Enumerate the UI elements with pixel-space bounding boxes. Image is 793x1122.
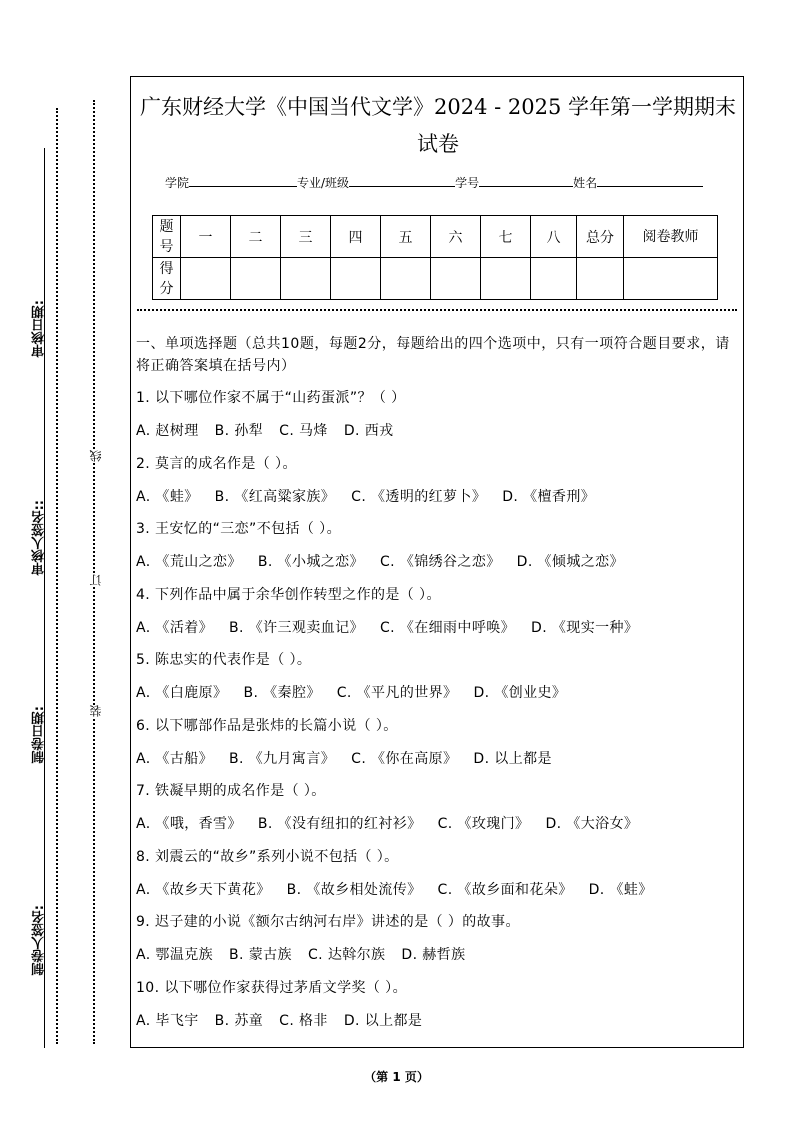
review-date-label: 审核日期: <box>32 300 47 358</box>
option: D. 西戎 <box>343 423 394 439</box>
option: D. 《蛙》 <box>588 881 653 898</box>
id-label: 学号 <box>455 176 480 190</box>
option: C. 《透明的红萝卜》 <box>351 488 487 505</box>
question-stem: 3. 王安忆的“三恋”不包括（ ）。 <box>136 521 341 537</box>
row-label-cell: 得分 <box>153 258 181 300</box>
col-header: 五 <box>381 216 431 258</box>
option: C. 《玫瑰门》 <box>437 816 530 832</box>
option: C. 达斡尔族 <box>307 947 386 963</box>
option: B. 《故乡相处流传》 <box>286 881 422 898</box>
section-heading: 一、单项选择题（总共10题，每题2分，每题给出的四个选项中，只有一项符合题目要求，请将正确答案填在括号内） <box>136 336 730 374</box>
option: B. 《秦腔》 <box>243 685 321 701</box>
option: B. 《小城之恋》 <box>257 554 364 570</box>
college-label: 学院 <box>165 176 190 190</box>
question-stem: 9. 迟子建的小说《额尔古纳河右岸》讲述的是（ ）的故事。 <box>136 914 520 930</box>
option: C. 《故乡面和花朵》 <box>437 881 573 898</box>
option: D. 《创业史》 <box>473 685 567 701</box>
question-options <box>136 1010 438 1030</box>
option: A. 《活着》 <box>136 619 214 636</box>
student-info <box>165 174 703 191</box>
option: A. 《古船》 <box>136 750 214 767</box>
option: A. 《故乡天下黄花》 <box>136 881 271 898</box>
option: A. 毕飞宇 <box>136 1012 199 1029</box>
option: C. 《锦绣谷之恋》 <box>379 554 501 570</box>
question-stem: 4. 下列作品中属于余华创作转型之作的是（ ）。 <box>136 586 441 603</box>
question-options <box>136 944 482 964</box>
score-cell[interactable] <box>231 258 281 300</box>
option: A. 《白鹿原》 <box>136 685 228 701</box>
major-field[interactable] <box>349 174 455 187</box>
score-cell[interactable] <box>624 258 718 300</box>
option: B. 《红高粱家族》 <box>214 488 336 505</box>
bind-char-install: 装 <box>89 705 103 717</box>
option: D. 以上都是 <box>473 750 552 767</box>
score-cell[interactable] <box>381 258 431 300</box>
question-stem: 2. 莫言的成名作是（ ）。 <box>136 455 297 472</box>
name-label: 姓名 <box>573 176 598 190</box>
score-cell[interactable] <box>577 258 624 300</box>
header-first-cell: 题号 <box>153 216 181 258</box>
score-cell[interactable] <box>481 258 531 300</box>
option: D. 《倾城之恋》 <box>516 554 624 570</box>
option: D. 《大浴女》 <box>545 816 639 832</box>
option: A. 《蛙》 <box>136 488 199 505</box>
option: D. 赫哲族 <box>401 947 466 963</box>
col-header: 六 <box>431 216 481 258</box>
option: B. 《九月寓言》 <box>229 750 336 767</box>
col-header: 七 <box>481 216 531 258</box>
score-cell[interactable] <box>431 258 481 300</box>
option: A. 鄂温克族 <box>136 947 214 963</box>
question-stem: 7. 铁凝早期的成名作是（ ）。 <box>136 783 326 799</box>
question-options <box>136 420 410 440</box>
option: D. 《现实一种》 <box>531 619 639 636</box>
option: C. 《你在高原》 <box>351 750 458 767</box>
reviewer-sign-label: 审核人签名:: <box>32 500 47 576</box>
option: A. 《荒山之恋》 <box>136 554 242 570</box>
col-header: 一 <box>181 216 231 258</box>
option: C. 《平凡的世界》 <box>336 685 458 701</box>
question-options <box>136 879 669 899</box>
question-options <box>136 617 654 637</box>
score-cell[interactable] <box>331 258 381 300</box>
option: B. 苏童 <box>214 1012 264 1029</box>
bind-char-line: 线 <box>89 450 103 462</box>
student-id-field[interactable] <box>479 174 573 187</box>
option: A. 赵树理 <box>136 423 199 439</box>
make-date-label: 制卷日期: <box>32 706 47 764</box>
question-options <box>136 748 568 768</box>
question-options <box>136 486 611 506</box>
col-header: 总分 <box>577 216 624 258</box>
option: B. 《许三观卖血记》 <box>229 619 364 636</box>
question-options <box>136 551 640 571</box>
question-stem: 1. 以下哪位作家不属于“山药蛋派”？（ ） <box>136 390 406 406</box>
dotted-separator <box>137 309 737 311</box>
exam-frame <box>130 76 744 1048</box>
question-stem: 8. 刘震云的“故乡”系列小说不包括（ ）。 <box>136 848 399 865</box>
college-field[interactable] <box>189 174 297 187</box>
name-field[interactable] <box>597 174 703 187</box>
option: B. 蒙古族 <box>229 947 292 963</box>
question-stem: 6. 以下哪部作品是张炜的长篇小说（ ）。 <box>136 717 398 734</box>
option: D. 《檀香刑》 <box>502 488 596 505</box>
col-header: 八 <box>531 216 577 258</box>
option: C. 《在细雨中呼唤》 <box>379 619 516 636</box>
col-header: 阅卷教师 <box>624 216 718 258</box>
score-cell[interactable] <box>531 258 577 300</box>
score-table <box>152 215 718 300</box>
major-label: 专业/班级 <box>297 176 350 190</box>
question-stem: 10. 以下哪位作家获得过茅盾文学奖（ ）。 <box>136 979 407 996</box>
score-value-row <box>153 258 718 300</box>
score-header-row <box>153 216 718 258</box>
question-stem: 5. 陈忠实的代表作是（ ）。 <box>136 652 312 668</box>
binding-dotted-line-right <box>93 100 95 1044</box>
question-options <box>136 682 582 702</box>
binding-dotted-line-left <box>56 108 58 1044</box>
option: A. 《哦，香雪》 <box>136 816 242 832</box>
bind-char-order: 订 <box>89 574 103 586</box>
option: B. 孙犁 <box>214 423 264 439</box>
exam-title: 广东财经大学《中国当代文学》2024 - 2025 学年第一学期期末试卷 <box>139 95 736 156</box>
col-header: 二 <box>231 216 281 258</box>
question-options <box>136 813 654 833</box>
maker-sign-label: 制卷人签名: <box>32 905 47 976</box>
score-cell[interactable] <box>181 258 231 300</box>
option: C. 格非 <box>279 1012 328 1029</box>
option: B. 《没有纽扣的红衬衫》 <box>257 816 422 832</box>
option: D. 以上都是 <box>343 1012 423 1029</box>
score-cell[interactable] <box>281 258 331 300</box>
col-header: 三 <box>281 216 331 258</box>
col-header: 四 <box>331 216 381 258</box>
page-footer: （第 1 页） <box>364 1070 429 1084</box>
option: C. 马烽 <box>279 423 328 439</box>
